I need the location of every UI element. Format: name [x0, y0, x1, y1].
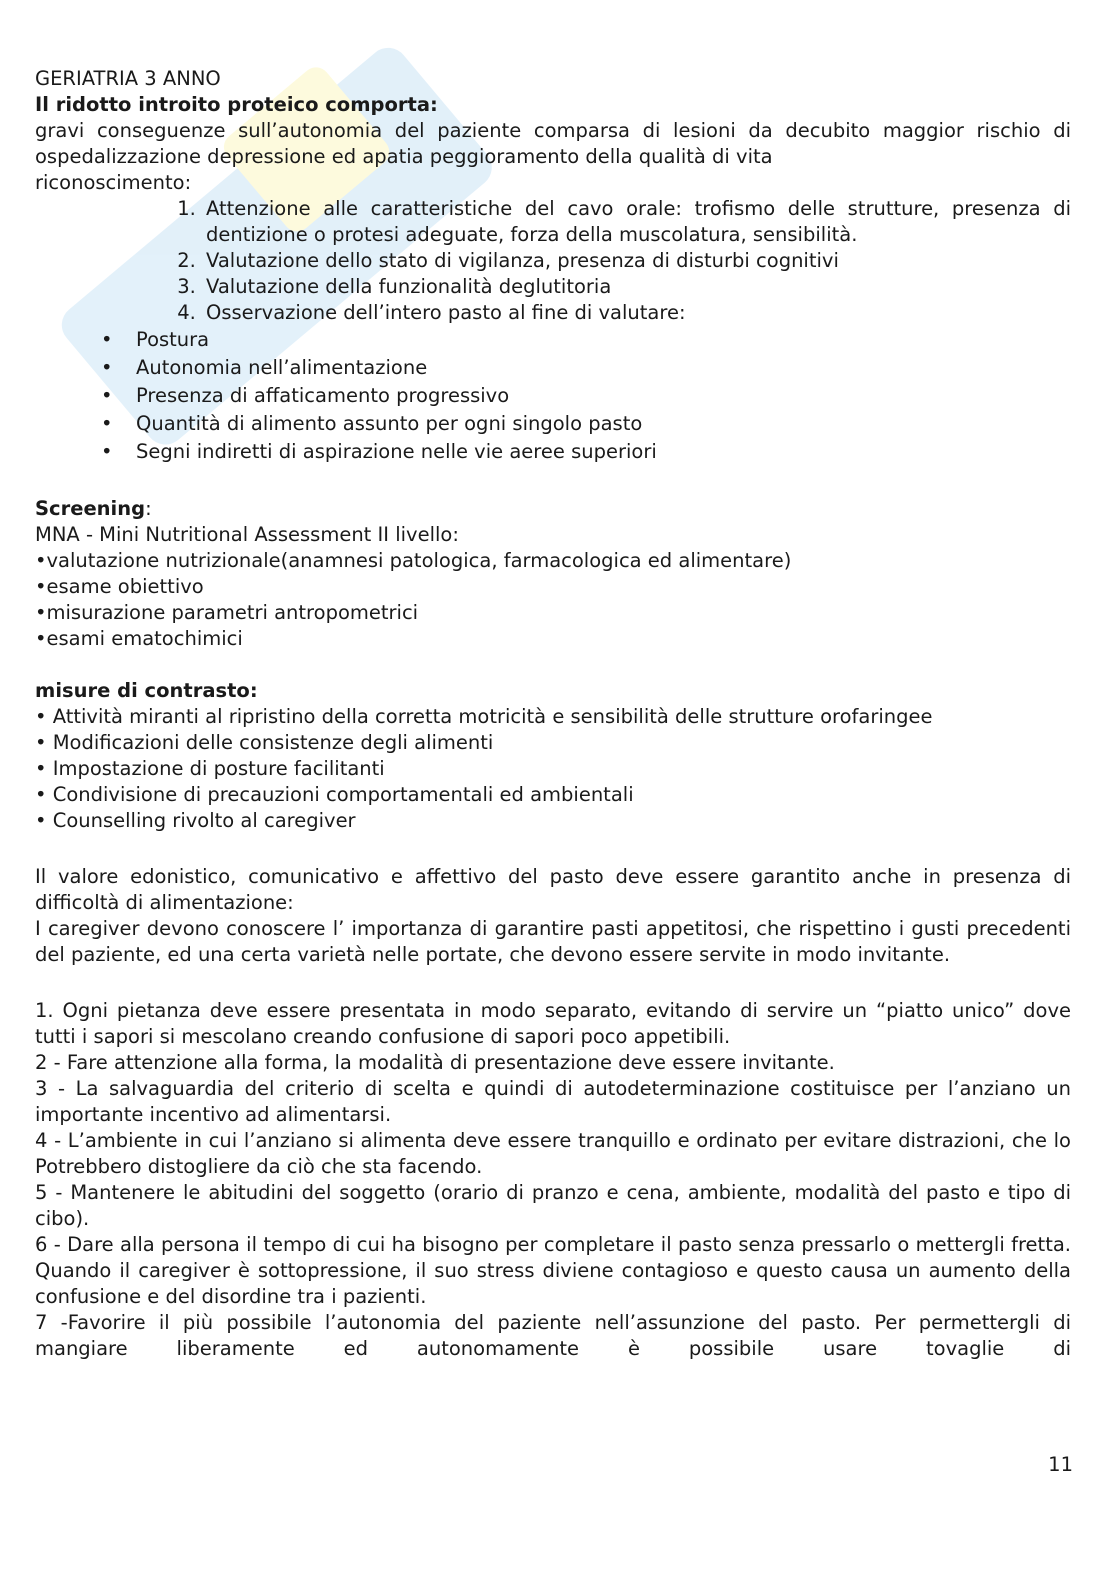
paragraph: 4 - L’ambiente in cui l’anziano si alimenta deve essere tranquillo e ordinato per evitare distrazioni, che lo Potrebbero distogliere da ciò che sta facendo.	[35, 1129, 1071, 1178]
numbered-list	[35, 196, 1071, 326]
list-item: • Quantità di alimento assunto per ogni singolo pasto	[136, 410, 1071, 438]
paragraph: I caregiver devono conoscere l’ importanza di garantire pasti appetitosi, che rispettino i gusti precedenti del paziente, ed una certa varietà nelle portate, che devono essere servite in modo invitante.	[35, 917, 1071, 966]
paragraph: 5 - Mantenere le abitudini del soggetto (orario di pranzo e cena, ambiente, modalità del pasto e tipo di cibo).	[35, 1181, 1071, 1230]
line: • Attività miranti al ripristino della corretta motricità e sensibilità delle strutture orofaringee	[35, 705, 933, 728]
paragraph: 1. Ogni pietanza deve essere presentata in modo separato, evitando di servire un “piatto unico” dove tutti i sapori si mescolano creando confusione di sapori poco appetibili.	[35, 999, 1071, 1048]
paragraph: 3 - La salvaguardia del criterio di scelta e quindi di autodeterminazione costituisce per l’anziano un importante incentivo ad alimentarsi.	[35, 1077, 1071, 1126]
section-title-screening: Screening	[35, 497, 146, 520]
list-item: 2. Valutazione dello stato di vigilanza, presenza di disturbi cognitivi	[202, 248, 1071, 274]
line: • Impostazione di posture facilitanti	[35, 757, 385, 780]
line: • Counselling rivolto al caregiver	[35, 809, 356, 832]
section-title-protein: Il ridotto introito proteico comporta:	[35, 93, 438, 116]
paragraph: 6 - Dare alla persona il tempo di cui ha bisogno per completare il pasto senza pressarlo o mettergli fretta. Quando il caregiver è sottopressione, il suo stress diviene contagioso e questo causa un aumento della confusione e del disordine tra i pazienti.	[35, 1233, 1071, 1308]
line: •valutazione nutrizionale(anamnesi patologica, farmacologica ed alimentare)	[35, 549, 792, 572]
list-item: 1. Attenzione alle caratteristiche del cavo orale: trofismo delle strutture, presenza di dentizione o protesi adeguate, forza della muscolatura, sensibilità.	[202, 196, 1071, 248]
document-header: GERIATRIA 3 ANNO	[35, 67, 221, 90]
list-item: • Autonomia nell’alimentazione	[136, 354, 1071, 382]
line: • Condivisione di precauzioni comportamentali ed ambientali	[35, 783, 634, 806]
colon: :	[145, 497, 152, 520]
list-item: • Segni indiretti di aspirazione nelle vie aeree superiori	[136, 438, 1071, 466]
line: MNA - Mini Nutritional Assessment II livello:	[35, 523, 459, 546]
section-title-contrast: misure di contrasto:	[35, 679, 258, 702]
list-item: 3. Valutazione della funzionalità deglutitoria	[202, 274, 1071, 300]
paragraph: 2 - Fare attenzione alla forma, la modalità di presentazione deve essere invitante.	[35, 1051, 835, 1074]
list-item: 4. Osservazione dell’intero pasto al fine di valutare:	[202, 300, 1071, 326]
document-page	[35, 66, 1071, 1362]
line: •esami ematochimici	[35, 627, 243, 650]
page-number: 11	[1048, 1453, 1073, 1476]
line: •esame obiettivo	[35, 575, 204, 598]
paragraph: 7 -Favorire il più possibile l’autonomia del paziente nell’assunzione del pasto. Per permettergli di mangiare liberamente ed autonomamente è possibile usare tovaglie di	[35, 1311, 1071, 1360]
line: •misurazione parametri antropometrici	[35, 601, 419, 624]
list-item: • Postura	[136, 326, 1071, 354]
paragraph: gravi conseguenze sull’autonomia del paziente comparsa di lesioni da decubito maggior rischio di ospedalizzazione depressione ed apatia peggioramento della qualità di vita	[35, 119, 1071, 168]
paragraph: riconoscimento:	[35, 171, 192, 194]
line: • Modificazioni delle consistenze degli alimenti	[35, 731, 494, 754]
list-item: • Presenza di affaticamento progressivo	[136, 382, 1071, 410]
paragraph: Il valore edonistico, comunicativo e affettivo del pasto deve essere garantito anche in presenza di difficoltà di alimentazione:	[35, 865, 1071, 914]
bullet-list	[35, 326, 1071, 466]
